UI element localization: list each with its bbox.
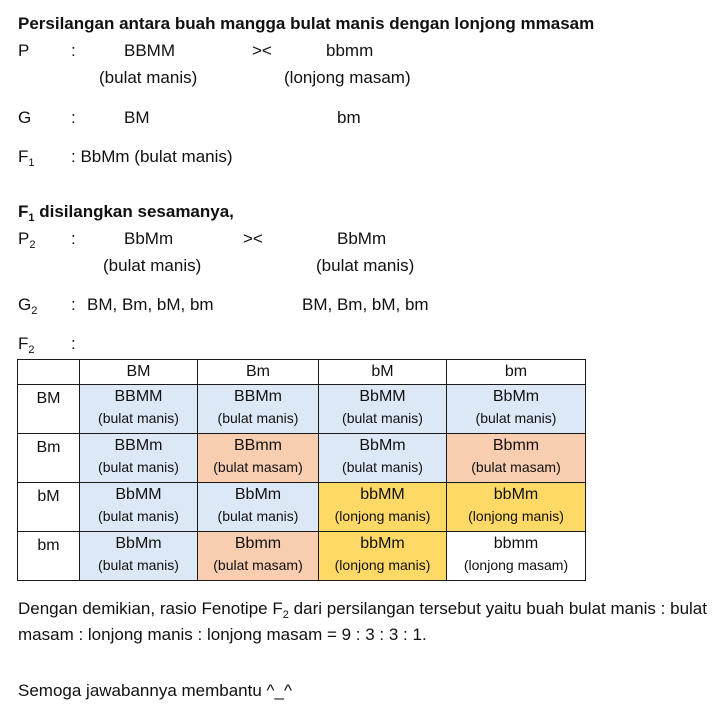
punnett-cell xyxy=(80,434,198,483)
cell-phenotype: (bulat masam) xyxy=(213,557,303,573)
cell-genotype: bbMm xyxy=(360,535,405,552)
cell-phenotype: (bulat manis) xyxy=(98,459,179,475)
cell-phenotype: (bulat masam) xyxy=(213,459,303,475)
punnett-row xyxy=(18,532,586,581)
p-colon: : xyxy=(71,41,76,60)
cell-genotype: BbMm xyxy=(492,388,540,405)
cell-genotype: BbMM xyxy=(115,486,162,503)
cell-phenotype: (bulat manis) xyxy=(98,508,179,524)
g2-label: $G_2$ xyxy=(18,295,38,317)
heading-cross-1: Persilangan antara buah mangga bulat manis dengan lonjong mmasam xyxy=(18,14,595,33)
f2-colon: : xyxy=(71,334,76,353)
g-label: G xyxy=(18,108,32,127)
g2-colon: : xyxy=(71,295,76,314)
g2-right-gametes: BM, Bm, bM, bm xyxy=(302,295,429,314)
cell-phenotype: (lonjong manis) xyxy=(334,508,431,524)
closing-text: Semoga jawabannya membantu ^_^ xyxy=(18,681,292,700)
cell-phenotype: (lonjong manis) xyxy=(468,508,564,524)
cell-phenotype: (bulat manis) xyxy=(217,508,299,524)
punnett-square xyxy=(17,359,586,581)
g-colon: : xyxy=(71,108,76,127)
punnett-cell xyxy=(80,532,198,581)
g2-left-gametes: BM, Bm, bM, bm xyxy=(87,295,214,314)
cell-phenotype: (bulat masam) xyxy=(471,459,561,475)
punnett-col-header: BM xyxy=(80,360,198,385)
p2-left-phenotype: (bulat manis) xyxy=(103,256,202,275)
punnett-cell xyxy=(198,532,319,581)
cell-genotype: BbMm xyxy=(115,535,162,552)
cell-genotype: BBMm xyxy=(114,437,163,454)
p2-right-genotype: BbMm xyxy=(337,229,387,248)
cell-genotype: BBMM xyxy=(114,388,163,405)
punnett-cell xyxy=(319,385,447,434)
punnett-col-header: Bm xyxy=(198,360,319,385)
punnett-cell xyxy=(319,434,447,483)
cell-genotype: bbmm xyxy=(493,535,539,552)
punnett-cell xyxy=(447,434,586,483)
punnett-cell xyxy=(80,385,198,434)
punnett-cell xyxy=(447,483,586,532)
cell-genotype: Bbmm xyxy=(234,535,282,552)
f1-result: : BbMm (bulat manis) xyxy=(71,147,233,166)
cell-genotype: bbMM xyxy=(360,486,405,503)
punnett-row xyxy=(18,385,586,434)
p-right-genotype: bbmm xyxy=(326,41,374,60)
cell-genotype: Bbmm xyxy=(492,437,540,454)
cell-phenotype: (bulat manis) xyxy=(475,410,557,426)
p2-colon: : xyxy=(71,229,76,248)
punnett-cell xyxy=(198,483,319,532)
punnett-cell xyxy=(198,434,319,483)
punnett-col-header: bM xyxy=(319,360,447,385)
p2-label: $P_2$ xyxy=(18,229,36,251)
cell-phenotype: (lonjong masam) xyxy=(463,557,569,573)
cell-phenotype: (bulat manis) xyxy=(98,557,179,573)
cell-phenotype: (bulat manis) xyxy=(217,410,299,426)
g-left-gamete: BM xyxy=(124,108,150,127)
punnett-cell xyxy=(319,532,447,581)
punnett-cell xyxy=(319,483,447,532)
punnett-row xyxy=(18,434,586,483)
punnett-row-header: bM xyxy=(18,483,80,532)
p2-cross-symbol: >< xyxy=(243,229,263,248)
p2-right-phenotype: (bulat manis) xyxy=(316,256,415,275)
p2-left-genotype: BbMm xyxy=(124,229,174,248)
punnett-row-header: Bm xyxy=(18,434,80,483)
cell-genotype: BbMm xyxy=(234,486,282,503)
p-left-phenotype: (bulat manis) xyxy=(99,68,198,87)
punnett-header-row xyxy=(18,360,586,385)
punnett-corner-cell xyxy=(18,360,80,385)
punnett-row-header: BM xyxy=(18,385,80,434)
f1-label: $F_1$ xyxy=(18,147,35,169)
p-left-genotype: BBMM xyxy=(124,41,175,60)
f2-label: $F_2$ xyxy=(18,334,35,356)
cell-phenotype: (bulat manis) xyxy=(342,410,423,426)
punnett-cell xyxy=(447,385,586,434)
cell-phenotype: (bulat manis) xyxy=(98,410,179,426)
cell-genotype: BBmm xyxy=(234,437,282,454)
punnett-row xyxy=(18,483,586,532)
punnett-row-header: bm xyxy=(18,532,80,581)
g-right-gamete: bm xyxy=(337,108,361,127)
p-right-phenotype: (lonjong masam) xyxy=(284,68,411,87)
punnett-cell xyxy=(80,483,198,532)
cell-genotype: BbMm xyxy=(359,437,406,454)
p-cross-symbol: >< xyxy=(252,41,272,60)
cell-phenotype: (lonjong manis) xyxy=(334,557,431,573)
p-label: P xyxy=(18,41,30,60)
punnett-cell xyxy=(447,532,586,581)
punnett-col-header: bm xyxy=(447,360,586,385)
conclusion-paragraph: Dengan demikian, rasio Fenotipe $F_2$ dari persilangan tersebut yaitu buah bulat manis : bulat masam : lonjong manis : lonjong masam = 9 : 3 : 3 : 1. xyxy=(18,599,707,644)
cell-genotype: bbMm xyxy=(493,486,539,503)
cell-genotype: BBMm xyxy=(234,388,282,405)
cell-phenotype: (bulat manis) xyxy=(342,459,423,475)
punnett-cell xyxy=(198,385,319,434)
cell-genotype: BbMM xyxy=(359,388,406,405)
heading-cross-2: $F_1$ disilangkan sesamanya, xyxy=(18,202,234,224)
